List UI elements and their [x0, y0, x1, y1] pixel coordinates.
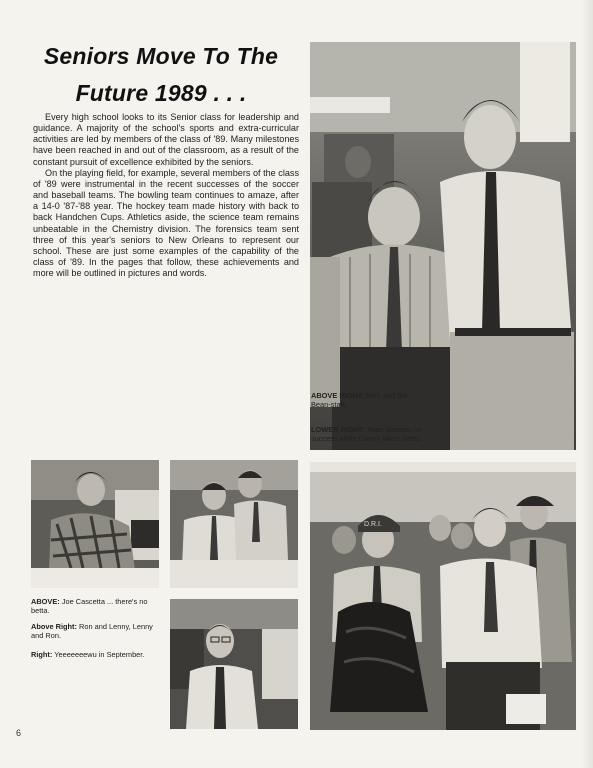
photo-joe-cascetta-image [31, 460, 159, 588]
caption-above [31, 597, 161, 615]
photo-september-image [170, 599, 298, 729]
caption-above-label: ABOVE: [31, 597, 60, 606]
photo-ron-and-lenny-image [170, 460, 298, 588]
photo-ron-and-lenny [170, 460, 298, 588]
caption-above-right-2 [31, 622, 161, 640]
page-number: 6 [16, 728, 22, 738]
caption-above-right-text: Rich and the Bean-stalk. [311, 391, 408, 410]
page-title [30, 38, 292, 112]
caption-right-label: Right: [31, 650, 53, 659]
caption-lower-right-text: Marc dresses for success while Danny takes notes. [311, 425, 423, 444]
article-body [33, 112, 299, 279]
caption-right-text: Yeeeeeeewu in September. [54, 650, 145, 659]
title-line-1: Seniors Move To The [43, 43, 279, 69]
caption-lower-right [311, 425, 424, 443]
caption-above-right-label: ABOVE RIGHT: [311, 391, 364, 400]
title-line-2: Future 1989 . . . [75, 80, 247, 106]
caption-right [31, 650, 161, 659]
photo-rich-and-beanstalk [310, 42, 576, 450]
page-edge-shadow [581, 0, 593, 768]
caption-above-text: Joe Cascetta ... there's no betta. [31, 597, 148, 616]
photo-marc-and-danny [310, 462, 576, 730]
article-paragraph-1: Every high school looks to its Senior class for leadership and guidance. A majority of the school's sports and extra-curricular activities are led by members of the class of '89. Many milestones have been reached in and out of the classroom, as a result of the constant pursuit of excellence exhibited by the seniors. [33, 112, 299, 167]
caption-above-right [311, 391, 424, 409]
cap-text: D.R.I. [364, 521, 382, 528]
caption-above-right-2-text: Ron and Lenny, Lenny and Ron. [31, 622, 153, 641]
photo-rich-and-beanstalk-image [310, 42, 576, 450]
photo-september [170, 599, 298, 729]
caption-above-right-2-label: Above Right: [31, 622, 77, 631]
photo-marc-and-danny-image [310, 462, 576, 730]
article-paragraph-2: On the playing field, for example, several members of the class of '89 were instrumental in the recent successes of the soccer and baseball teams. The bowling team continues to amaze, after a 14-0 '87-'88 year. The hockey team made history with back to back Handchen Cups. Athletics aside, the science team remains unbeatable in the Chemistry division. The forensics team sent three of this year's seniors to New Orleans to represent our school. These are just some examples of the capability of the class of '89. In the pages that follow, these achievements and more will be outlined in pictures and words. [33, 167, 299, 279]
photo-joe-cascetta [31, 460, 159, 588]
caption-lower-right-label: LOWER RIGHT: [311, 425, 366, 434]
